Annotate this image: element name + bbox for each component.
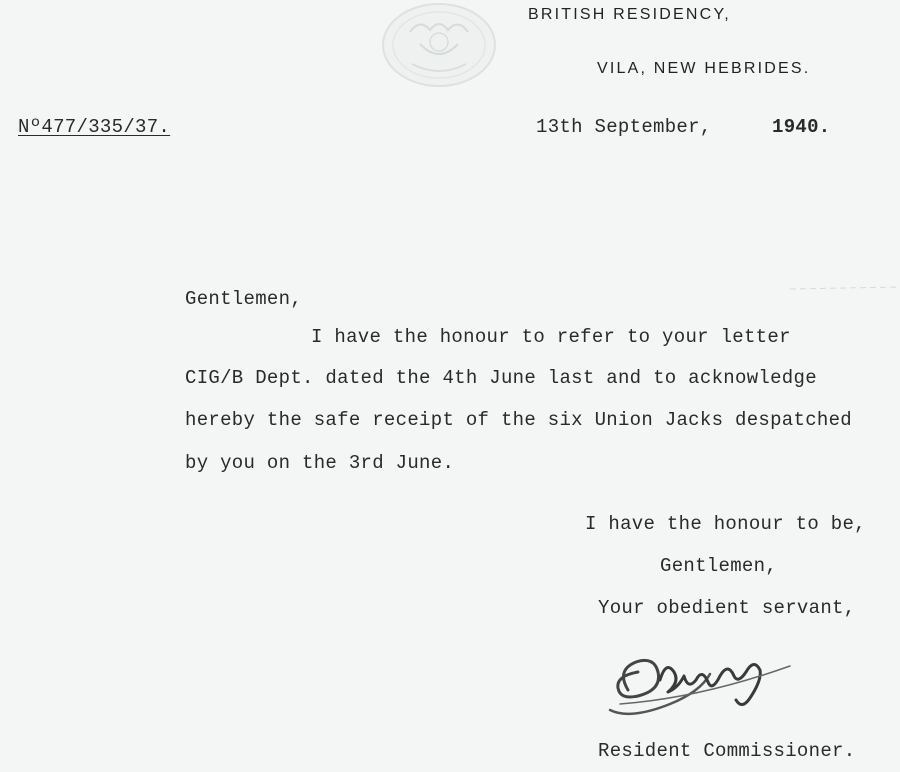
- body-line-3: hereby the safe receipt of the six Union Jacks despatched: [185, 409, 853, 431]
- date-year: 1940.: [772, 116, 831, 138]
- date-day-month: 13th September,: [536, 116, 712, 138]
- letterhead-line-1: BRITISH RESIDENCY,: [528, 6, 731, 23]
- signature-icon: [600, 640, 840, 720]
- body-line-1: I have the honour to refer to your letter: [311, 326, 791, 348]
- body-line-4: by you on the 3rd June.: [185, 452, 455, 474]
- embossed-seal-icon: [380, 2, 498, 88]
- reference-number: Nº477/335/37.: [18, 116, 171, 138]
- body-line-2: CIG/B Dept. dated the 4th June last and to acknowledge: [185, 367, 817, 389]
- salutation: Gentlemen,: [185, 288, 303, 310]
- closing-line-2: Gentlemen,: [660, 555, 778, 577]
- faint-mark: [790, 284, 900, 294]
- letterhead-line-2: VILA, NEW HEBRIDES.: [597, 60, 811, 77]
- closing-line-3: Your obedient servant,: [598, 597, 856, 619]
- closing-line-1: I have the honour to be,: [585, 513, 866, 535]
- signatory-title: Resident Commissioner.: [598, 740, 856, 762]
